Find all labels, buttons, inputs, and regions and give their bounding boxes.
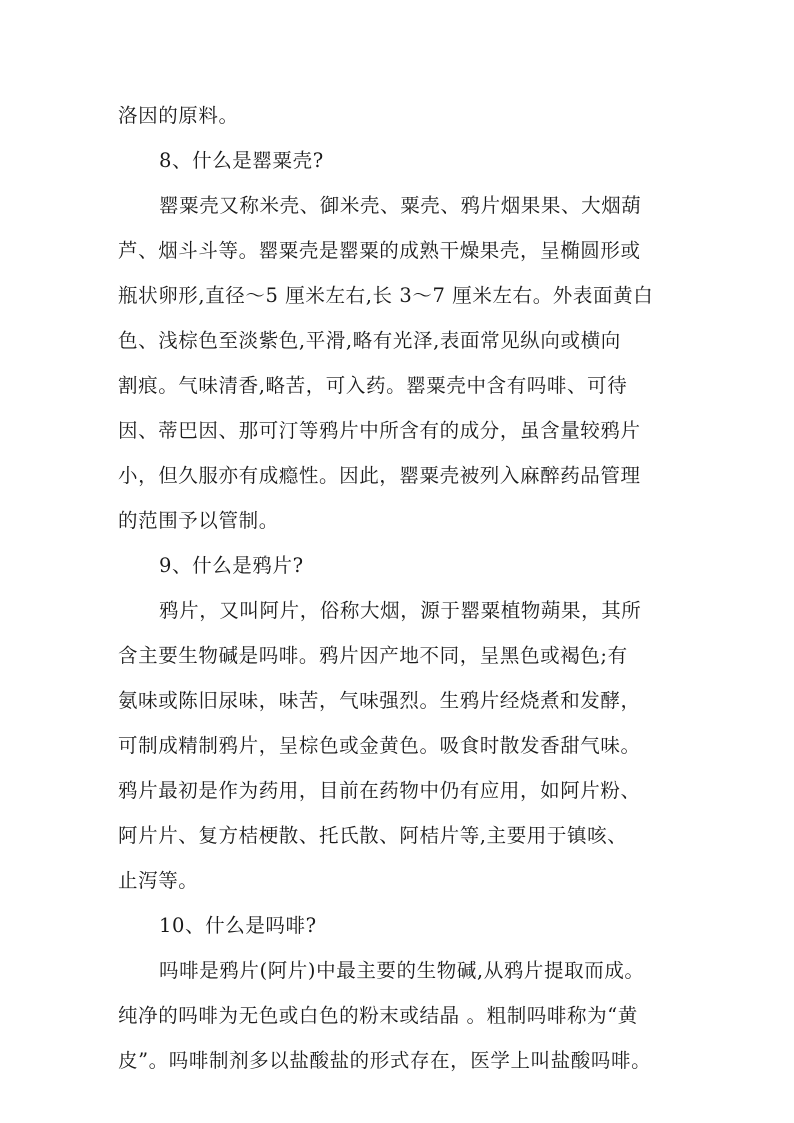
question-heading: 8、什么是罂粟壳? xyxy=(159,149,324,172)
paragraph-line: 小，但久服亦有成瘾性。因此，罂粟壳被列入麻醉药品管理 xyxy=(118,464,641,487)
paragraph-line: 色、浅棕色至淡紫色,平滑,略有光泽,表面常见纵向或横向 xyxy=(118,329,621,352)
question-heading: 10、什么是吗啡? xyxy=(159,914,317,937)
paragraph-line: 可制成精制鸦片，呈棕色或金黄色。吸食时散发香甜气味。 xyxy=(118,734,641,757)
paragraph-line: 含主要生物碱是吗啡。鸦片因产地不同，呈黑色或褐色;有 xyxy=(118,644,628,667)
paragraph-line: 纯净的吗啡为无色或白色的粉末或结晶 。粗制吗啡称为“黄 xyxy=(118,1004,638,1027)
paragraph-line: 洛因的原料。 xyxy=(118,104,239,127)
paragraph-line: 瓶状卵形,直径～5 厘米左右,长 3～7 厘米左右。外表面黄白 xyxy=(118,284,654,307)
paragraph-line: 罂粟壳又称米壳、御米壳、粟壳、鸦片烟果果、大烟葫 xyxy=(159,194,642,217)
paragraph-line: 芦、烟斗斗等。罂粟壳是罂粟的成熟干燥果壳，呈椭圆形或 xyxy=(118,239,641,262)
paragraph-line: 止泻等。 xyxy=(118,869,199,892)
paragraph-line: 割痕。气味清香,略苦，可入药。罂粟壳中含有吗啡、可待 xyxy=(118,374,628,397)
paragraph-line: 氨味或陈旧尿味，味苦，气味强烈。生鸦片经烧煮和发酵， xyxy=(118,689,641,712)
paragraph-line: 皮”。吗啡制剂多以盐酸盐的形式存在，医学上叫盐酸吗啡。 xyxy=(118,1049,652,1072)
paragraph-line: 的范围予以管制。 xyxy=(118,509,279,532)
paragraph-line: 阿片片、复方桔梗散、托氏散、阿桔片等,主要用于镇咳、 xyxy=(118,824,628,847)
question-heading: 9、什么是鸦片? xyxy=(159,554,304,577)
paragraph-line: 因、蒂巴因、那可汀等鸦片中所含有的成分，虽含量较鸦片 xyxy=(118,419,641,442)
paragraph-line: 吗啡是鸦片(阿片)中最主要的生物碱,从鸦片提取而成。 xyxy=(159,959,645,982)
paragraph-line: 鸦片，又叫阿片，俗称大烟，源于罂粟植物蒴果，其所 xyxy=(159,599,642,622)
paragraph-line: 鸦片最初是作为药用，目前在药物中仍有应用，如阿片粉、 xyxy=(118,779,641,802)
